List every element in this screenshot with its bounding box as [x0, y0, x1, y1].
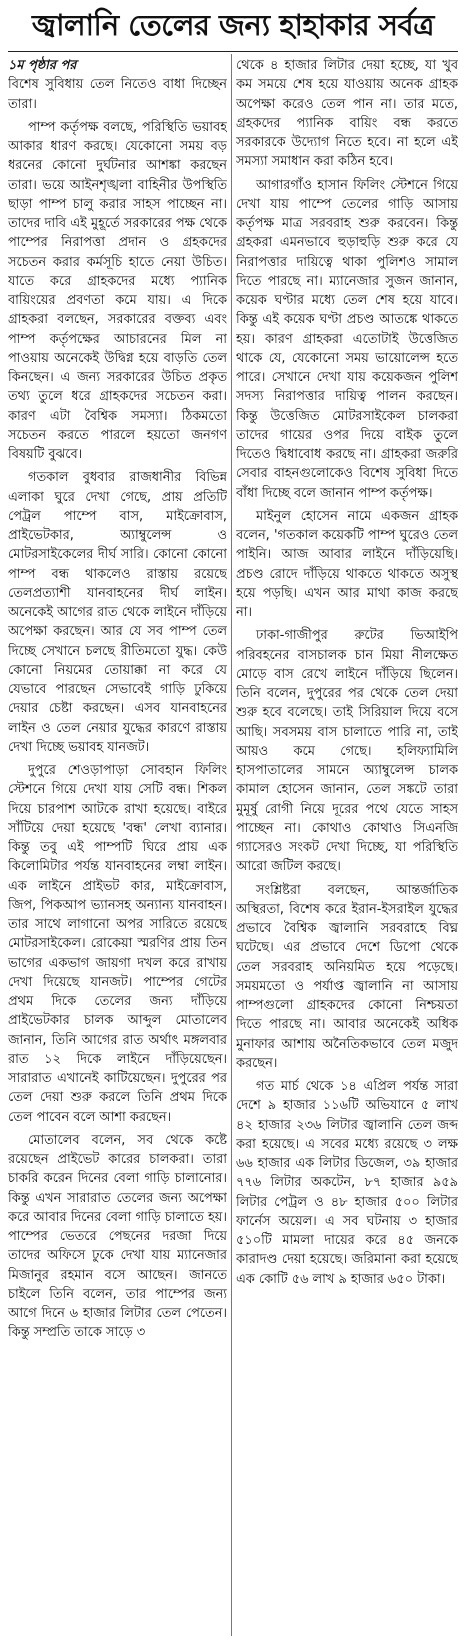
headline-rule [8, 51, 458, 52]
paragraph: থেকে ৪ হাজার লিটার দেয়া হচ্ছে, যা খুব কম সময়ে শেষ হয়ে যাওয়ায় অনেক গ্রাহক অপেক্ষা করেও তেল পান না। তার মতে, গ্রহকদের প্যানিক বায়িং বন্ধ করতে সরকারকে উদ্যোগ নিতে হবে। না হলে এই সমস্যা সমাধান করা কঠিন হবে। [236, 58, 458, 170]
article-column-2 [236, 56, 458, 1638]
paragraph: মোতালেব বলেন, সব থেকে কষ্টে রয়েছেন প্রাইভেট কারের চালকরা। তারা চাকরি করেন দিনের বেলা গাড়ি চালানোর। কিন্তু এখন সারারাত তেলের জন্য অপেক্ষা করে আবার দিনের বেলা গাড়ি চালাতে হয়। পাম্পের ভেতরে পেছনের দরজা দিয়ে তাদের অফিসে ঢুকে দেখা যায় ম্যানেজার মিজানুর রহমান বসে আছেন। জানতে চাইলে তিনি বলেন, তার পাম্পের জন্য আগে দিনে ৬ হাজার লিটার তেল পেতেন। কিন্তু সম্প্রতি তাকে সাড়ে ৩ [8, 1132, 227, 1341]
paragraph: বিশেষ সুবিধায় তেল নিতেও বাধা দিচ্ছেন তারা। [8, 77, 227, 112]
paragraph: পাম্প কর্তৃপক্ষ বলছে, পরিস্থিতি ভয়াবহ আকার ধারণ করছে। যেকোনো সময় বড় ধরনের কোনো দুর্ঘটনার আশঙ্কা করছেন তারা। ভয়ে আইনশৃঙ্খলা বাহিনীর উপস্থিতি ছাড়া পাম্প চালু করার সাহস পাচ্ছেন না। তাদের দাবি এই মুহূর্তে সরকারের পক্ষ থেকে পাম্পের নিরাপত্তা প্রদান ও গ্রহকদের সচেতন করার কর্মসূচি হাতে নেয়া উচিত। যাতে করে গ্রাহকদের মধ্যে প্যানিক বায়িংয়ের প্রবণতা কমে যায়। এ দিকে গ্রাহকরা বলছেন, সরকারের বক্তব্য এবং পাম্প কর্তৃপক্ষের আচারনের মিল না পাওয়ায় অনেকেই উদ্বিগ্ন হয়ে বাড়তি তেল কিনছেন। এ জন্য সরকারের উচিত প্রকৃত তথ্য তুলে ধরে গ্রাহকদের সচেতন করা। কারণ এটা বৈশ্বিক সমস্যা। ঠিকমতো সচেতন করতে পারলে হয়তো জনগণ বিষয়টি বুঝবে। [8, 119, 227, 462]
paragraph: গত মার্চ থেকে ১৪ এপ্রিল পর্যন্ত সারা দেশে ৯ হাজার ১১৬টি অভিযানে ৫ লাখ ৪২ হাজার ২৩৬ লিটার জ্বালানি তেল জব্দ করা হয়েছে। এ সবের মধ্যে রয়েছে ৩ লক্ষ ৬৬ হাজার এক লিটার ডিজেল, ৩৯ হাজার ৭৭৬ লিটার অকটেন, ৮৭ হাজার ৯৫৯ লিটার পেট্রল ও ৪৮ হাজার ৫০০ লিটার ফার্নেস অয়েল। এ সব ঘটনায় ৩ হাজার ৫১০টি মামলা দায়ের করে ৪৫ জনকে কারাদণ্ড দেয়া হয়েছে। জরিমানা করা হয়েছে এক কোটি ৫৬ লাখ ৯ হাজার ৬৫০ টাকা। [236, 1079, 458, 1287]
paragraph: সংশ্লিষ্টরা বলছেন, আন্তর্জাতিক অস্থিরতা, বিশেষ করে ইরান-ইসরাইল যুদ্ধের প্রভাবে বৈশ্বিক জ্বালানি সরবরাহে বিঘ্ন ঘটেছে। এর প্রভাবে দেশে ডিপো থেকে তেল সরবরাহ অনিয়মিত হয়ে পড়েছে। সময়মতো ও পর্যাপ্ত জ্বালানি না আসায় পাম্পগুলো গ্রাহকদের কোনো নিশ্চয়তা দিতে পারছে না। আবার অনেকেই অধিক মুনাফার আশায় অনৈতিকভাবে তেল মজুদ করছেন। [236, 882, 458, 1071]
paragraph: আগারগাঁও হাসান ফিলিং স্টেশনে গিয়ে দেখা যায় পাম্পে তেলের গাড়ি আসায় কর্তৃপক্ষ মাত্র সরবরাহ শুরু করবেন। কিন্তু গ্রহকরা এমনভাবে হুড়াহুড়ি শুরু করে যে নিরাপত্তার দায়িত্বে থাকা পুলিশও সামাল দিতে পারছে না। ম্যানেজার সুজন জানান, কয়েক ঘণ্টার মধ্যে তেল শেষ হয়ে যাবে। কিন্তু এই কয়েক ঘণ্টা প্রচণ্ড আতঙ্কে থাকতে হয়। কারণ গ্রাহকরা এতোটাই উত্তেজিত থাকে যে, যেকোনো সময় ভায়োলেন্স হতে পারে। সেখানে দেখা যায় কয়েকজন পুলিশ সদস্য নিরাপত্তার দায়িত্ব পালন করছেন। কিন্তু উত্তেজিত মোটরসাইকেল চালকরা তাদের গায়ের ওপর দিয়ে বাইক তুলে দিতেও দ্বিধাবোধ করছে না। গ্রাহকরা জরুরি সেবার বাহনগুলোকেও বিশেষ সুবিধা দিতে বাঁধা দিচ্ছে বলে জানান পাম্প কর্তৃপক্ষ। [236, 177, 458, 501]
paragraph: ঢাকা-গাজীপুর রুটের ভিআইপি পরিবহনের বাসচালক চান মিয়া নীলক্ষেত মোড়ে বাস রেখে লাইনে দাঁড়িয়ে ছিলেন। তিনি বলেন, দুপুরের পর থেকে তেল দেয়া শুরু হবে বলেছে। তাই সিরিয়াল দিয়ে বসে আছি। সবসময় বাস চালাতে পারি না, তাই আয়ও কমে গেছে। হলিফ্যামিলি হাসপাতালের সামনে অ্যাম্বুলেন্স চালক কামাল হোসেন জানান, তেল সঙ্কটে তারা মুমূর্ষু রোগী নিয়ে দূরের পথে যেতে সাহস পাচ্ছেন না। কোথাও কোথাও সিএনজি গ্যাসেরও সংকট দেখা দিচ্ছে, যা পরিস্থিতি আরো জটিল করছে। [236, 628, 458, 875]
headline: জ্বালানি তেলের জন্য হাহাকার সর্বত্র [32, 8, 434, 42]
paragraph: দুপুরে শেওড়াপাড়া সোবহান ফিলিং স্টেশনে গিয়ে দেখা যায় সেটি বন্ধ। শিকল দিয়ে চারপাশ আটকে রাখা হয়েছে। বাইরে সাঁটিয়ে দেয়া হয়েছে 'বন্ধ' লেখা ব্যানার। কিন্তু তবু এই পাম্পটি ঘিরে প্রায় এক কিলোমিটার পর্যন্ত যানবাহনের লম্বা লাইন। এক লাইনে প্রাইভট কার, মাইক্রোবাস, জিপ, পিকআপ ভ্যানসহ অন্যান্য যানবাহন। তার সাথে লাগানো অপর সারিতে রয়েছে মোটরসাইকেল। রোকেয়া স্মরণির প্রায় তিন ভাগের একভাগ জায়গা দখল করে রাখায় দেখা দিয়েছে যানজট। পাম্পের গেটের প্রথম দিকে তেলের জন্য দাঁড়িয়ে প্রাইভেটকার চালক আব্দুল মোতালেব জানান, তিনি আগের রাত অর্থাৎ মঙ্গলবার রাত ১২ দিকে লাইনে দাঁড়িয়েছেন। সারারাত এখানেই কাটিয়েছেন। দুপুরের পর তেল দেয়া শুরু করলে তিনি প্রথম দিকে তেল পাবেন বলে আশা করছেন। [8, 763, 227, 1125]
continued-from-page-marker: ১ম পৃষ্ঠার পর [8, 58, 77, 73]
article-column-1 [8, 56, 227, 1638]
paragraph: মাইনুল হোসেন নামে একজন গ্রাহক বলেন, 'গতকাল কয়েকটি পাম্প ঘুরেও তেল পাইনি। আজ আবার লাইনে দাঁড়িয়েছি। প্রচণ্ড রোদে দাঁড়িয়ে থাকতে থাকতে অসুস্থ হয়ে পড়ছি। এখন আর মাথা কাজ করছে না। [236, 508, 458, 620]
column-divider [231, 54, 232, 1636]
paragraph: গতকাল বুধবার রাজধানীর বিভিন্ন এলাকা ঘুরে দেখা গেছে, প্রায় প্রতিটি পেট্রল পাম্পে বাস, মাইক্রোবাস, প্রাইভেটকার, অ্যাম্বুলেন্স ও মোটরসাইকেলের দীর্ঘ সারি। কোনো কোনো পাম্প বন্ধ থাকলেও রাস্তায় রয়েছে তেলপ্রত্যাশী যানবাহনের দীর্ঘ লাইন। অনেকেই আগের রাত থেকে লাইনে দাঁড়িয়ে অপেক্ষা করছেন। আর যে সব পাম্প তেল দিচ্ছে সেখানে চলছে রীতিমতো যুদ্ধ। কেউ কোনো নিয়মের তোয়াক্কা না করে যে যেভাবে পারছেন সেভাবেই গাড়ি ঢুকিয়ে দেয়ার চেষ্টা করছেন। এসব যানবাহনের লাইন ও তেল নেয়ার যুদ্ধের কারণে রাস্তায় দেখা দিচ্ছে ভয়াবহ যানজট। [8, 470, 227, 755]
